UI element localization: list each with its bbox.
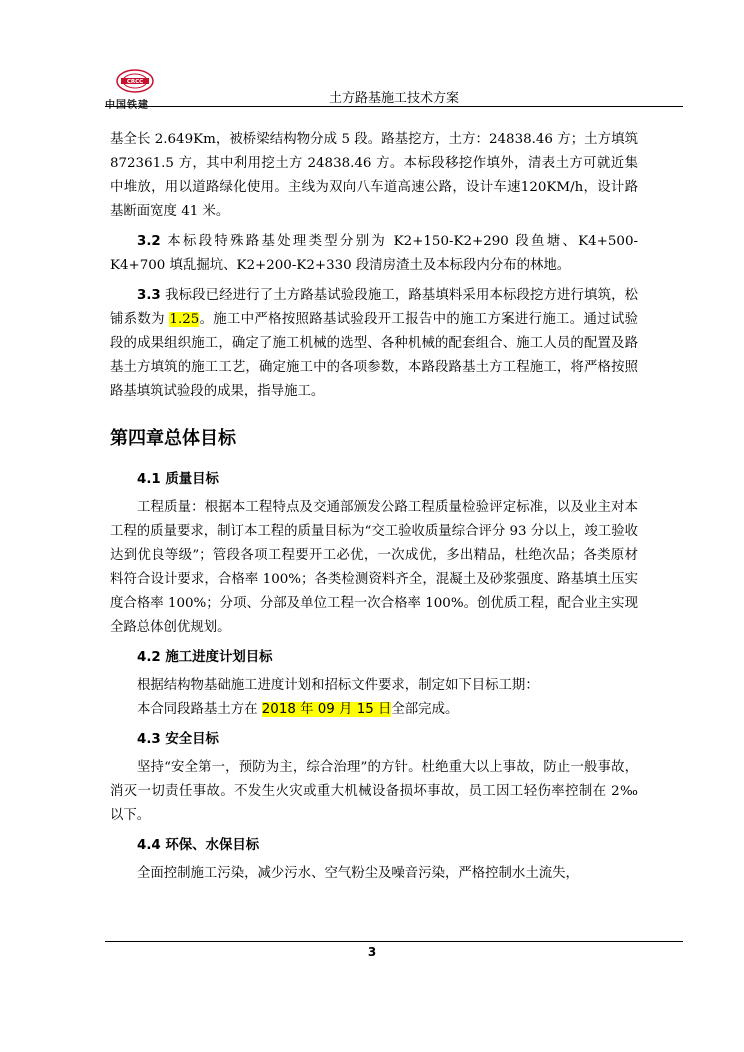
paragraph-4-2-b bbox=[110, 698, 638, 722]
footer-divider bbox=[105, 941, 683, 942]
page-content bbox=[110, 128, 638, 886]
page-header bbox=[105, 62, 683, 111]
paragraph-project-overview: 基全长 2.649Km，被桥梁结构物分成 5 段。路基挖方，土方：24838.46 方；土方填筑 872361.5 方，其中利用挖土方 24838.46 方。本标段移挖作填外，清表土方可就近集中堆放，用以道路绿化使用。主线为双向八车道高速公路，设计车速120KM/h，设计路基断面宽度 41 米。 bbox=[110, 132, 638, 219]
section-4-2-heading: 4.2 施工进度计划目标 bbox=[137, 650, 273, 665]
paragraph-4-3: 坚持“安全第一，预防为主，综合治理”的方针。杜绝重大以上事故，防止一般事故，消灭一切责任事故。不发生火灾或重大机械设备损坏事故，员工因工轻伤率控制在 2‰ 以下。 bbox=[110, 760, 638, 823]
paragraph-4-2-a: 根据结构物基础施工进度计划和招标文件要求，制定如下目标工期： bbox=[137, 678, 539, 693]
svg-text:CRCC: CRCC bbox=[126, 79, 144, 86]
paragraph-3-2 bbox=[110, 230, 638, 278]
paragraph-4-1: 工程质量：根据本工程特点及交通部颁发公路工程质量检验评定标准，以及业主对本工程的质量要求，制订本工程的质量目标为“交工验收质量综合评分 93 分以上，竣工验收达到优良等级”；管段各项工程要开工必优，一次成优，多出精品，杜绝次品；各类原材料符合设计要求，合格率 100%；各类检测资料齐全，混凝土及砂浆强度、路基填土压实度合格率 100%；分项、分部及单位工程一次合格率 100%。创优质工程，配合业主实现全路总体创优规划。 bbox=[110, 500, 638, 635]
section-4-3-heading: 4.3 安全目标 bbox=[137, 732, 219, 747]
text-3-3-a: 我标段已经进行了土方路基试验段施工，路基填料采用本标段挖方进行填筑，松铺系数为 bbox=[110, 288, 638, 327]
paragraph-3-3 bbox=[110, 284, 638, 404]
section-number-3-3: 3.3 bbox=[137, 288, 161, 303]
document-title: 土方路基施工技术方案 bbox=[328, 91, 459, 106]
header-divider bbox=[105, 106, 683, 107]
paragraph-4-4: 全面控制施工污染，减少污水、空气粉尘及噪音污染，严格控制水土流失， bbox=[137, 866, 579, 881]
page-number: 3 bbox=[367, 945, 377, 959]
chapter-4-heading: 第四章总体目标 bbox=[110, 428, 236, 449]
text-3-2: 本标段特殊路基处理类型分别为 K2+150-K2+290 段鱼塘、K4+500-K4+700 填乱掘坑、K2+200-K2+330 段清房渣土及本标段内分布的林地。 bbox=[110, 234, 638, 273]
logo-text: 中国铁建 bbox=[105, 100, 149, 111]
text-4-2-a: 本合同段路基土方在 bbox=[137, 702, 262, 717]
text-4-2-b: 全部完成。 bbox=[391, 702, 459, 717]
highlight-loose-coefficient: 1.25 bbox=[169, 312, 200, 327]
text-3-3-b: 。施工中严格按照路基试验段开工报告中的施工方案进行施工。通过试验段的成果组织施工，确定了施工机械的选型、各种机械的配套组合、施工人员的配置及路基土方填筑的施工工艺，确定施工中的各项参数，本路段路基土方工程施工，将严格按照路基填筑试验段的成果，指导施工。 bbox=[110, 312, 638, 399]
highlight-completion-date: 2018 年 09 月 15 日 bbox=[261, 702, 392, 717]
section-number-3-2: 3.2 bbox=[137, 234, 161, 249]
section-4-1-heading: 4.1 质量目标 bbox=[137, 472, 219, 487]
section-4-4-heading: 4.4 环保、水保目标 bbox=[137, 838, 260, 853]
